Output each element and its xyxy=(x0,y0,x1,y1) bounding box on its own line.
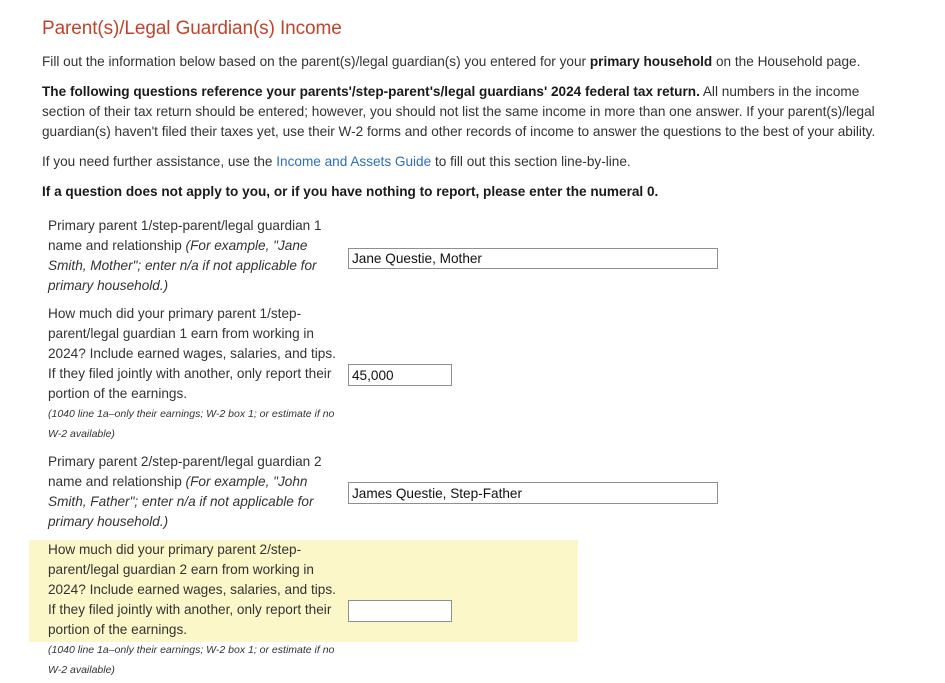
parent2-earnings-input[interactable] xyxy=(348,600,452,622)
parent1-earnings-label-text: How much did your primary parent 1/step-parent/legal guardian 1 earn from working in 2024? Include earned wages, salaries, and tips. If they filed jointly with another, only report their portion of the earnings. xyxy=(48,306,336,401)
parent1-name-note: (For example, "Jane Smith, Mother"; enter n/a if not applicable for primary household.) xyxy=(48,238,317,293)
zero-note-bold: If a question does not apply to you, or if you have nothing to report, please enter the numeral 0. xyxy=(42,184,659,199)
assist-suffix: to fill out this section line-by-line. xyxy=(431,154,631,169)
parent1-name-label xyxy=(48,216,333,296)
assist-prefix: If you need further assistance, use the xyxy=(42,154,277,169)
tax-return-bold: The following questions reference your parents'/step-parent's/legal guardians' 2024 federal tax return. xyxy=(42,84,700,99)
intro-bold: primary household xyxy=(589,54,713,69)
parent2-earnings-label xyxy=(48,540,340,680)
tax-return-text xyxy=(42,82,892,142)
page-title: Parent(s)/Legal Guardian(s) Income xyxy=(42,18,342,39)
income-assets-guide-link[interactable]: Income and Assets Guide xyxy=(276,154,432,169)
parent1-earnings-label xyxy=(48,304,340,444)
intro-prefix: Fill out the information below based on the parent(s)/legal guardian(s) you entered for your xyxy=(42,54,590,69)
intro-text xyxy=(42,52,860,72)
parent2-name-label xyxy=(48,452,336,532)
parent2-name-label-text: Primary parent 2/step-parent/legal guardian 2 name and relationship xyxy=(48,454,322,489)
parent1-earnings-hint: (1040 line 1a–only their earnings; W-2 box 1; or estimate if no W-2 available) xyxy=(48,408,335,440)
parent1-name-label-text: Primary parent 1/step-parent/legal guardian 1 name and relationship xyxy=(48,218,322,253)
parent2-earnings-label-text: How much did your primary parent 2/step-parent/legal guardian 2 earn from working in 2024? Include earned wages, salaries, and tips. If they filed jointly with another, only report their portion of the earnings. xyxy=(48,542,336,637)
parent2-name-note: (For example, "John Smith, Father"; enter n/a if not applicable for primary household.) xyxy=(48,474,314,529)
tax-return-rest: All numbers in the income section of their tax return should be entered; however, you should not list the same income in more than one answer. If your parent(s)/legal guardian(s) haven't filed their taxes yet, use their W-2 forms and other records of income to answer the questions to the best of your ability. xyxy=(42,84,876,139)
parent1-name-input[interactable] xyxy=(348,248,718,269)
parent1-earnings-input[interactable] xyxy=(348,364,452,386)
parent2-earnings-hint: (1040 line 1a–only their earnings; W-2 box 1; or estimate if no W-2 available) xyxy=(48,644,335,676)
zero-note xyxy=(42,182,658,202)
intro-suffix: on the Household page. xyxy=(712,54,861,69)
parent2-name-input[interactable] xyxy=(348,482,718,504)
assistance-text xyxy=(42,152,631,172)
